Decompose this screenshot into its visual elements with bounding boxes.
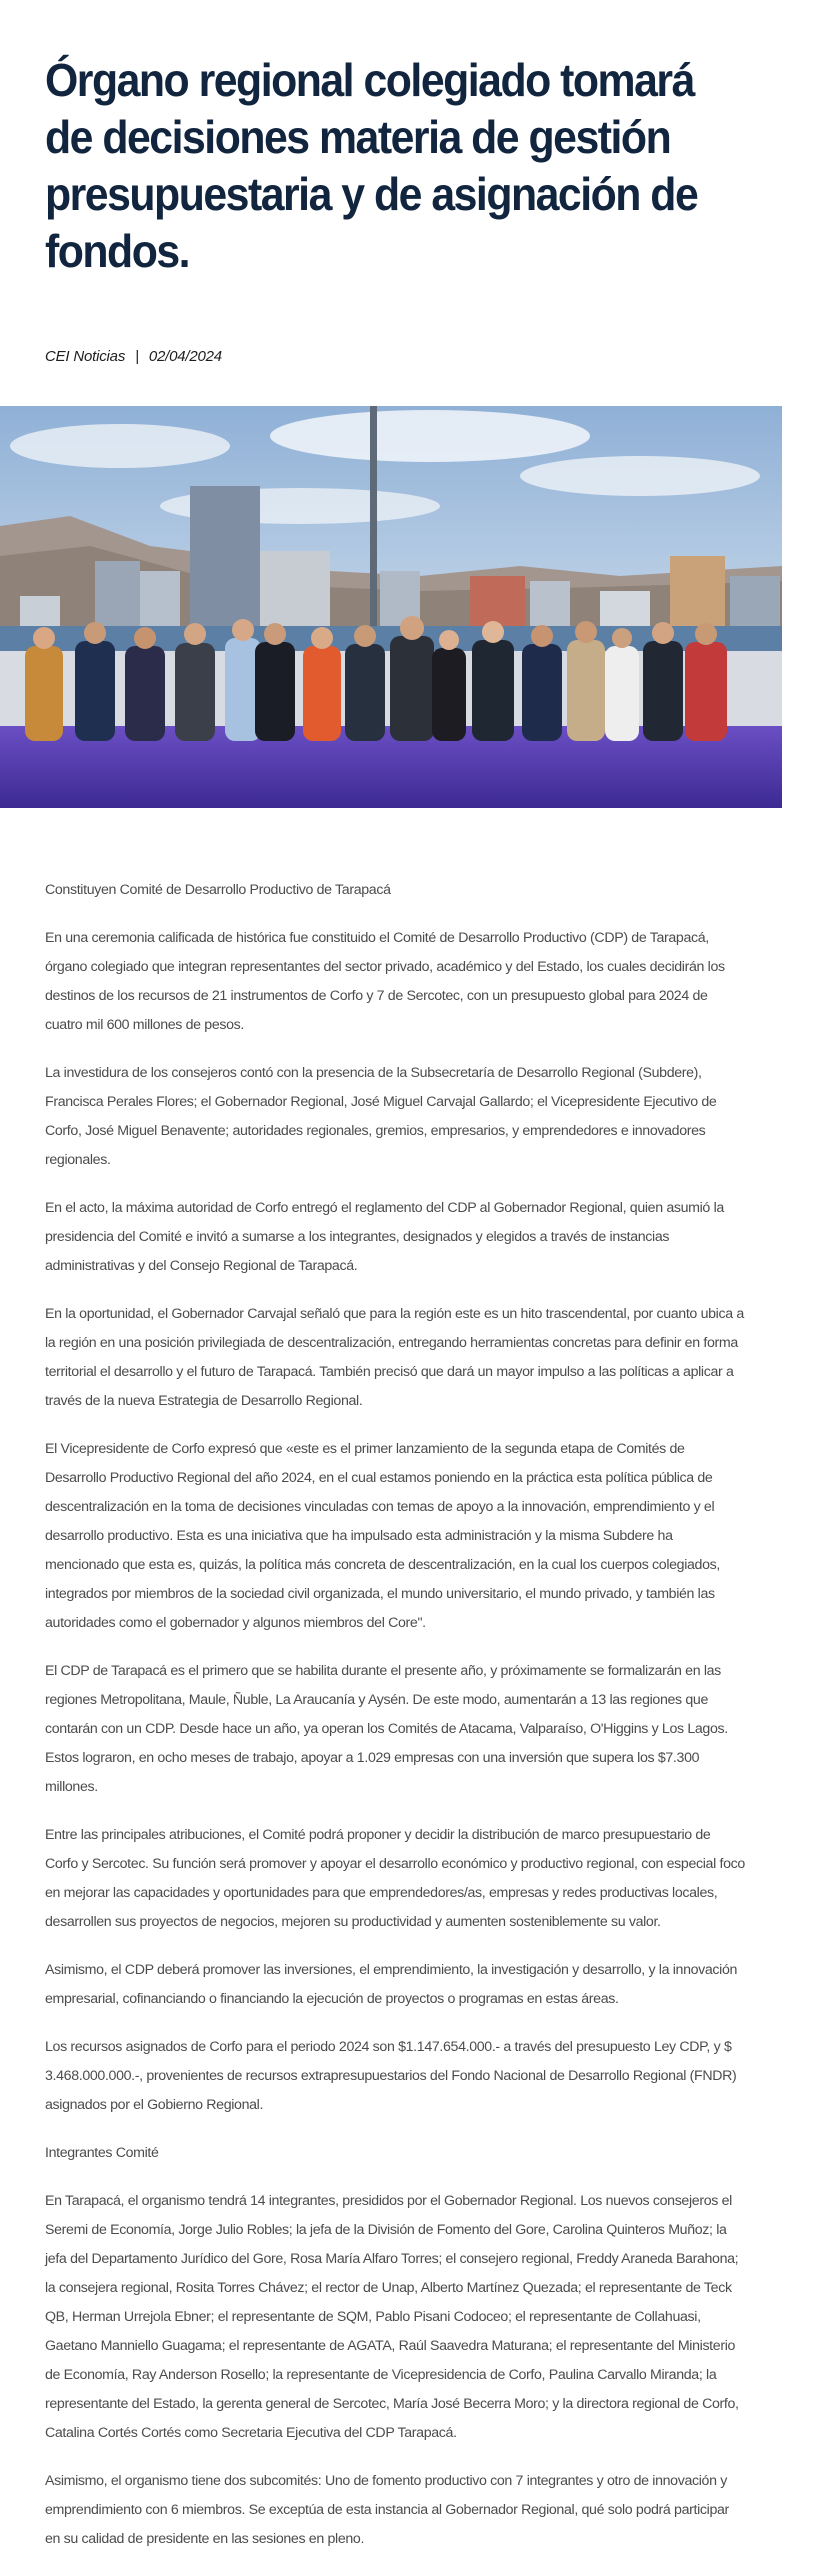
article-paragraph: Los recursos asignados de Corfo para el periodo 2024 son $1.147.654.000.- a través del presupuesto Ley CDP, y $ 3.468.000.000.-, provenientes de recursos extrapresupuestarios del Fondo Nacional de Desarrollo Regional (FNDR) asignados por el Gobierno Regional. — [45, 2039, 737, 2113]
article-paragraph: Asimismo, el CDP deberá promover las inversiones, el emprendimiento, la investigación y desarrollo, y la innovación empresarial, cofinanciando o financiando la ejecución de proyectos o programas en estas áreas. — [45, 1962, 738, 2007]
article-date: 02/04/2024 — [148, 348, 222, 365]
article-paragraph: Entre las principales atribuciones, el Comité podrá proponer y decidir la distribución de marco presupuestario de Corfo y Sercotec. Su función será promover y apoyar el desarrollo económico y productivo regional, con especial foco en mejorar las capacidades y oportunidades para que emprendedores/as, empresas y redes productivas locales, desarrollen sus proyectos de negocios, mejoren su productividad y aumenten sosteniblemente su valor. — [45, 1827, 745, 1930]
article-meta — [45, 348, 222, 365]
article-body — [45, 876, 745, 2573]
hero-image — [0, 406, 782, 808]
article-subheading: Constituyen Comité de Desarrollo Productivo de Tarapacá — [45, 882, 391, 898]
section-heading-integrantes: Integrantes Comité — [45, 2145, 159, 2161]
article-paragraph: El CDP de Tarapacá es el primero que se habilita durante el presente año, y próximamente se formalizarán en las regiones Metropolitana, Maule, Ñuble, La Araucanía y Aysén. De este modo, aumentarán a 13 las regiones que contarán con un CDP. Desde hace un año, ya operan los Comités de Atacama, Valparaíso, O'Higgins y Los Lagos. Estos lograron, en ocho meses de trabajo, apoyar a 1.029 empresas con una inversión que supera los $7.300 millones. — [45, 1663, 728, 1795]
article-paragraph: En el acto, la máxima autoridad de Corfo entregó el reglamento del CDP al Gobernador Regional, quien asumió la presidencia del Comité e invitó a sumarse a los integrantes, designados y elegidos a través de instancias administrativas y del Consejo Regional de Tarapacá. — [45, 1200, 724, 1274]
article-paragraph: El Vicepresidente de Corfo expresó que «este es el primer lanzamiento de la segunda etapa de Comités de Desarrollo Productivo Regional del año 2024, en el cual estamos poniendo en la práctica esta política pública de descentralización en la toma de decisiones vinculadas con temas de apoyo a la innovación, emprendimiento y el desarrollo productivo. Esta es una iniciativa que ha impulsado esta administración y la misma Subdere ha mencionado que esta es, quizás, la política más concreta de descentralización, en la cual los cuerpos colegiados, integrados por miembros de la sociedad civil organizada, el mundo universitario, el mundo privado, y también las autoridades como el gobernador y algunos miembros del Core". — [45, 1441, 720, 1631]
article-paragraph: Asimismo, el organismo tiene dos subcomités: Uno de fomento productivo con 7 integrantes y otro de innovación y emprendimiento con 6 miembros. Se exceptúa de esta instancia al Gobernador Regional, qué solo podrá participar en su calidad de presidente en las sesiones en pleno. — [45, 2473, 729, 2547]
meta-separator: | — [135, 348, 139, 365]
article-paragraph: En la oportunidad, el Gobernador Carvajal señaló que para la región este es un hito trascendental, por cuanto ubica a la región en una posición privilegiada de descentralización, entregando herramientas concretas para definir en forma territorial el desarrollo y el futuro de Tarapacá. También precisó que dará un mayor impulso a las políticas a aplicar a través de la nueva Estrategia de Desarrollo Regional. — [45, 1306, 744, 1409]
article-paragraph: La investidura de los consejeros contó con la presencia de la Subsecretaría de Desarrollo Regional (Subdere), Francisca Perales Flores; el Gobernador Regional, José Miguel Carvajal Gallardo; el Vicepresidente Ejecutivo de Corfo, José Miguel Benavente; autoridades regionales, gremios, empresarios, y emprendedores e innovadores regionales. — [45, 1065, 717, 1168]
article-paragraph: En Tarapacá, el organismo tendrá 14 integrantes, presididos por el Gobernador Regional. Los nuevos consejeros el Seremi de Economía, Jorge Julio Robles; la jefa de la División de Fomento del Gore, Carolina Quinteros Muñoz; la jefa del Departamento Jurídico del Gore, Rosa María Alfaro Torres; el consejero regional, Freddy Araneda Barahona; la consejera regional, Rosita Torres Chávez; el rector de Unap, Alberto Martínez Quezada; el representante de Teck QB, Herman Urrejola Ebner; el representante de SQM, Pablo Pisani Codoceo; el representante de Collahuasi, Gaetano Manniello Guagama; el representante de AGATA, Raúl Saavedra Maturana; el representante del Ministerio de Economía, Ray Anderson Rosello; la representante de Vicepresidencia de Corfo, Paulina Carvallo Miranda; la representante del Estado, la gerenta general de Sercotec, María José Becerra Moro; y la directora regional de Corfo, Catalina Cortés Cortés como Secretaria Ejecutiva del CDP Tarapacá. — [45, 2193, 739, 2441]
article-title: Órgano regional colegiado tomará de decisiones materia de gestión presupuestaria y de asignación de fondos. — [45, 54, 698, 277]
group-photo-image — [0, 406, 782, 808]
article-author[interactable]: CEI Noticias — [45, 348, 126, 365]
article-paragraph: En una ceremonia calificada de histórica fue constituido el Comité de Desarrollo Productivo (CDP) de Tarapacá, órgano colegiado que integran representantes del sector privado, académico y del Estado, los cuales decidirán los destinos de los recursos de 21 instrumentos de Corfo y 7 de Sercotec, con un presupuesto global para 2024 de cuatro mil 600 millones de pesos. — [45, 930, 725, 1033]
